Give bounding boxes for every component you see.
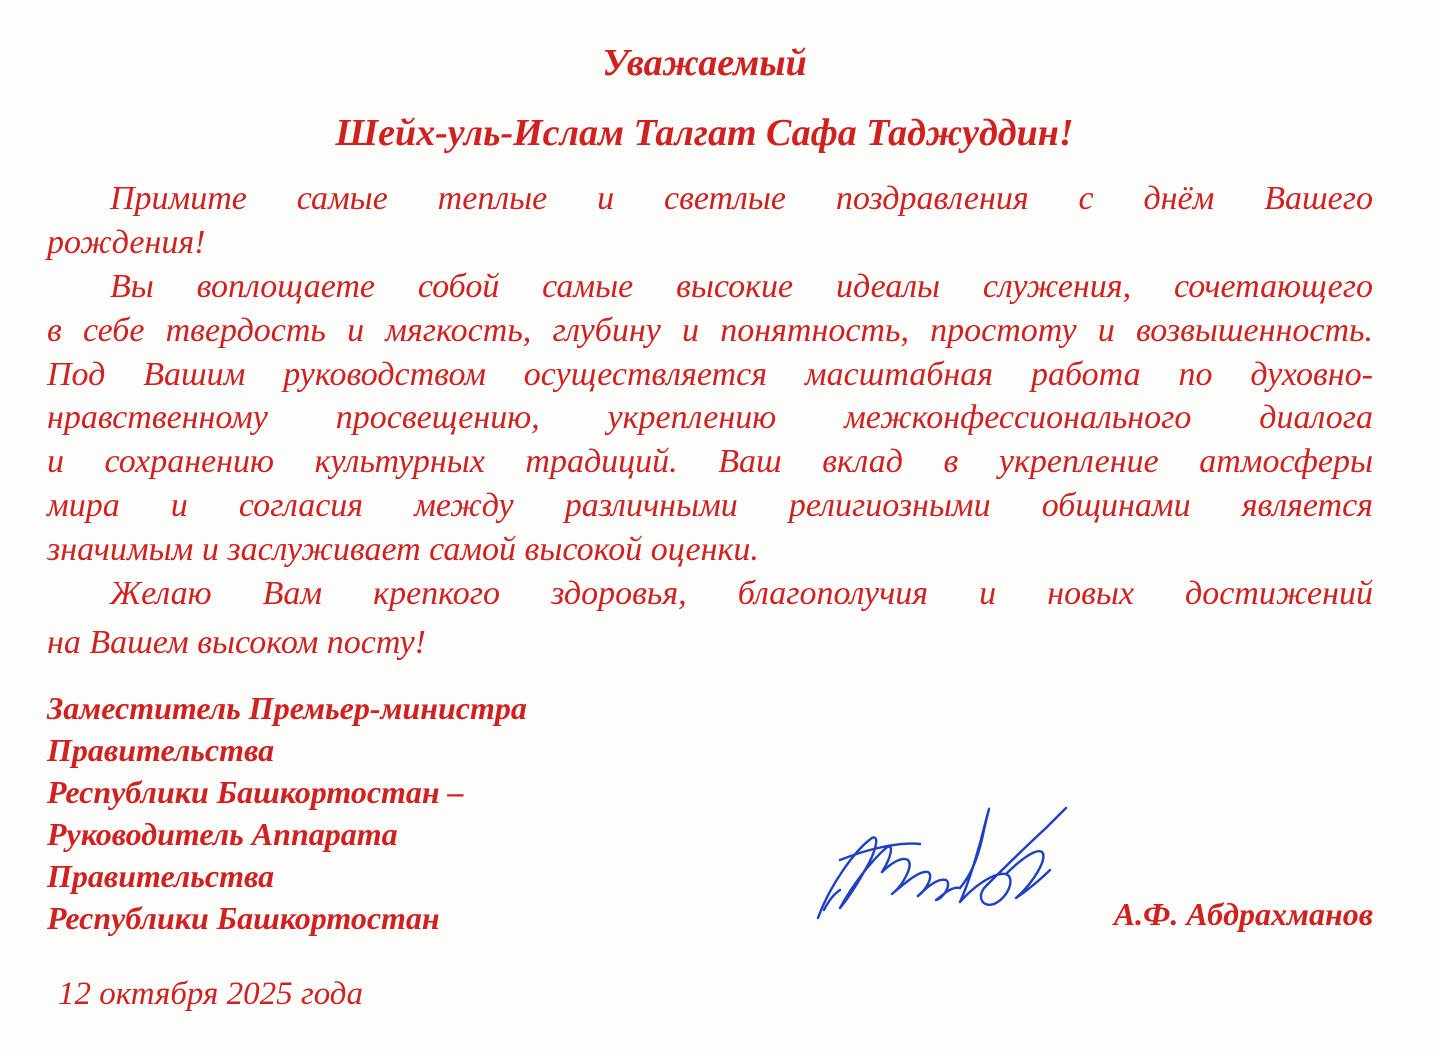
- body-line: мира и согласия между различными религиозными общинами является: [47, 487, 1373, 524]
- letter-date: 12 октября 2025 года: [58, 976, 363, 1012]
- handwritten-signature: [810, 790, 1080, 930]
- body-line: на Вашем высоком посту!: [47, 624, 426, 661]
- body-line: Под Вашим руководством осуществляется масштабная работа по духовно-: [47, 356, 1373, 393]
- body-line: Желаю Вам крепкого здоровья, благополучия и новых достижений: [110, 575, 1373, 612]
- signatory-name: А.Ф. Абдрахманов: [1113, 896, 1373, 932]
- body-line: Примите самые теплые и светлые поздравления с днём Вашего: [110, 180, 1373, 217]
- greeting-line-1: Уважаемый: [602, 42, 807, 84]
- signatory-title-line: Республики Башкортостан: [47, 900, 440, 936]
- body-line: и сохранению культурных традиций. Ваш вклад в укрепление атмосферы: [47, 443, 1373, 480]
- signatory-title-line: Республики Башкортостан –: [47, 774, 464, 810]
- body-line: значимым и заслуживает самой высокой оценки.: [47, 531, 759, 568]
- signatory-title-line: Правительства: [47, 858, 275, 894]
- signatory-title-line: Руководитель Аппарата: [47, 816, 398, 852]
- signatory-title-line: Заместитель Премьер-министра: [47, 690, 527, 726]
- body-line: Вы воплощаете собой самые высокие идеалы служения, сочетающего: [110, 268, 1373, 305]
- signatory-title-line: Правительства: [47, 732, 275, 768]
- body-line: в себе твердость и мягкость, глубину и понятность, простоту и возвышенность.: [47, 312, 1373, 349]
- body-line: рождения!: [47, 224, 206, 261]
- body-line: нравственному просвещению, укреплению межконфессионального диалога: [47, 399, 1373, 436]
- greeting-line-2: Шейх-уль-Ислам Талгат Сафа Таджуддин!: [335, 112, 1074, 154]
